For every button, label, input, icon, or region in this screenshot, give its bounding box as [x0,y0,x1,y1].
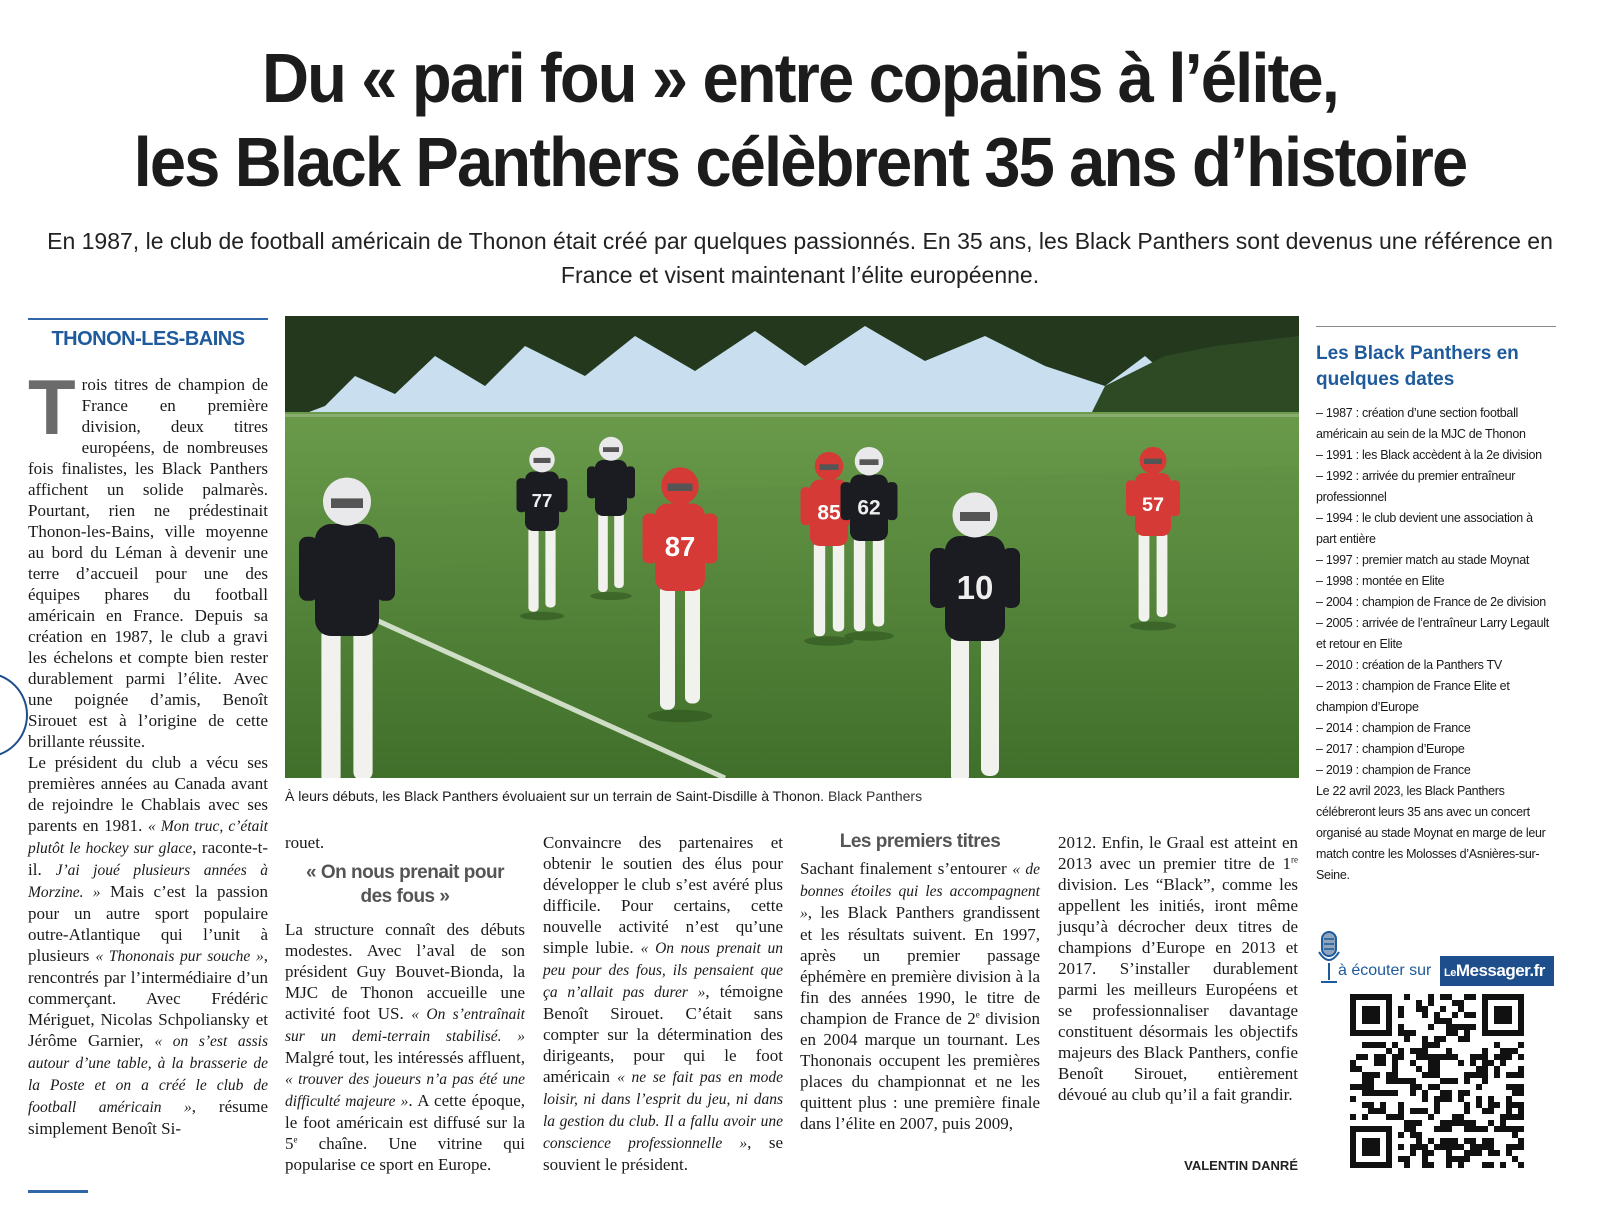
paragraph: Sachant finalement s’entourer « de bonnes étoiles qui les accompagnent », les Black Panthers grandissent et les résultats suivent. En 1997, après un premier passage éphémère en première division à la fin des années 1990, le titre de champion de France de 2e division en 2004 marque un tournant. Les Thononais occupent les premières places du championnat et ne les quittent plus : une première finale dans l’élite en 2007, puis 2009, [800,859,1040,1133]
jersey-number: 57 [1141,493,1165,516]
paragraph: La structure connaît des débuts modestes. Avec l’aval de son président Guy Bouvet-Bionda, la MJC de Thonon accueille une activité foot US. « On s’entraînait sur un demi-terrain stabilisé. » Malgré tout, les intéressés affluent, « trouver des joueurs n’a pas été une difficulté majeure ». A cette époque, le foot américain est diffusé sur la 5e chaîne. Une vitrine qui popularise ce sport en Europe. [285,920,525,1174]
drop-cap: T [28,363,76,451]
standfirst: En 1987, le club de football américain de Thonon était créé par quelques passionnés. En 35 ans, les Black Panthers sont devenus une référence en France et visent maintenant l’élite européenne. [47,228,1553,288]
jersey-number: 10 [956,569,994,606]
timeline-item: – 2004 : champion de France de 2e division [1316,595,1546,609]
article-column-4 [800,830,1040,1134]
timeline-item: – 1997 : premier match au stade Moynat [1316,553,1530,567]
timeline-item: – 2010 : création de la Panthers TV [1316,658,1502,672]
le-messager-logo[interactable]: LeMessager.fr [1440,956,1554,986]
paragraph: rouet. [285,833,325,852]
paragraph: Trois titres de champion de France en première division, deux titres européens, de nombreuses fois finalistes, les Black Panthers affichent un solide palmarès. Pourtant, rien ne prédestinait Thonon-les-Bains, ville moyenne au bord du Léman à devenir une terre d’accueil pour une des équipes phares du football américain en France. Depuis sa création en 1987, le club a gravi les échelons et compte bien rester durablement parmi l’élite. Avec une poignée d’amis, Benoît Sirouet est à l’origine de cette brillante réussite. [28,363,268,751]
photo-credit: Black Panthers [827,788,923,804]
page-hole-mark [0,672,28,758]
jersey-number: 77 [531,490,553,512]
timeline-item: – 2013 : champion de France Elite et champion d’Europe [1316,679,1510,714]
jersey-number: 85 [817,501,841,525]
timeline-item: – 1994 : le club devient une association à part entière [1316,511,1533,546]
photo-image [285,316,1299,778]
timeline-item: – 1998 : montée en Elite [1316,574,1445,588]
sidebar-title: Les Black Panthers en quelques dates [1316,343,1519,390]
paragraph: Convaincre des partenaires et obtenir le soutien des élus pour développer le club s’est avéré plus difficile. Pour certains, cette nouvelle activité n’est qu’une simple lubie. « On nous prenait un peu pour des fous, ils pensaient que ça n’allait pas durer », témoigne Benoît Sirouet. C’était sans compter sur la détermination des dirigeants, pour qui le foot américain « ne se fait pas en mode loisir, ni dans l’esprit du jeu, ni dans la gestion du club. Il a fallu avoir une conscience professionnelle », se souvient le président. [543,833,783,1174]
timeline-item: – 2005 : arrivée de l’entraîneur Larry Legault et retour en Elite [1316,616,1549,651]
headline-line-1: Du « pari fou » entre copains à l’élite, [261,39,1339,117]
qr-code[interactable] [1350,994,1524,1168]
headline [56,36,1544,204]
anniversary-note: Le 22 avril 2023, les Black Panthers célébreront leurs 35 ans avec un concert organisé au stade Moynat en marge de leur match contre les Molosses d’Asnières-sur-Seine. [1316,784,1546,882]
dateline: THONON-LES-BAINS [28,318,268,351]
subheading: « On nous prenait pour des fous » [305,862,504,907]
article-column-5 [1058,832,1298,1105]
timeline-list [1316,403,1556,781]
photo-football-match [285,316,1299,778]
timeline-item: – 1991 : les Black accèdent à la 2e division [1316,448,1542,462]
caption-text: À leurs débuts, les Black Panthers évoluaient sur un terrain de Saint-Disdille à Thonon. [285,788,825,804]
paragraph: 2012. Enfin, le Graal est atteint en 2013 avec un premier titre de 1re division. Les “Black”, comme les appellent les initiés, iront même jusqu’à décrocher deux titres de champions d’Europe en 2013 et 2017. S’installer durablement parmi les meilleurs Européens et se professionnaliser davantage constituent désormais les objectifs majeurs des Black Panthers, confie Benoît Sirouet, entièrement dévoué au club qu’il a fait grandir. [1058,833,1298,1104]
byline: VALENTIN DANRÉ [1184,1158,1298,1173]
timeline-item: – 2019 : champion de France [1316,763,1471,777]
article-column-2 [285,832,525,1175]
article-column-3 [543,832,783,1175]
jersey-number: 62 [857,496,881,520]
timeline-item: – 2014 : champion de France [1316,721,1471,735]
paragraph: Le président du club a vécu ses premières années au Canada avant de rejoindre le Chablais avec ses parents en 1981. « Mon truc, c’était plutôt le hockey sur glace, raconte-t-il. J’ai joué plusieurs années à Morzine. » Mais c’est la passion pour un autre sport populaire outre-Atlantique qui l’unit à plusieurs « Thononais pur souche », rencontrés par l’intermédiaire d’un commerçant. Avec Frédéric Mériguet, Nicolas Schpoliansky et Jérôme Garnier, « on s’est assis autour d’une table, à la brasserie de la Poste et on a créé le club de football américain », résume simplement Benoît Si- [28,753,269,1138]
photo-caption [285,786,1299,806]
timeline-item: – 1992 : arrivée du premier entraîneur professionnel [1316,469,1516,504]
listen-label: à écouter sur [1338,962,1432,979]
footer-rule [28,1190,88,1193]
headline-line-2: les Black Panthers célèbrent 35 ans d’histoire [133,123,1467,201]
timeline-sidebar [1316,326,1556,886]
jersey-number: 87 [664,531,696,562]
timeline-item: – 2017 : champion d’Europe [1316,742,1465,756]
subheading: Les premiers titres [839,831,1001,852]
listen-promo[interactable] [1316,930,1556,990]
article-column-1 [28,363,269,1139]
timeline-item: – 1987 : création d’une section football américain au sein de la MJC de Thonon [1316,406,1526,441]
